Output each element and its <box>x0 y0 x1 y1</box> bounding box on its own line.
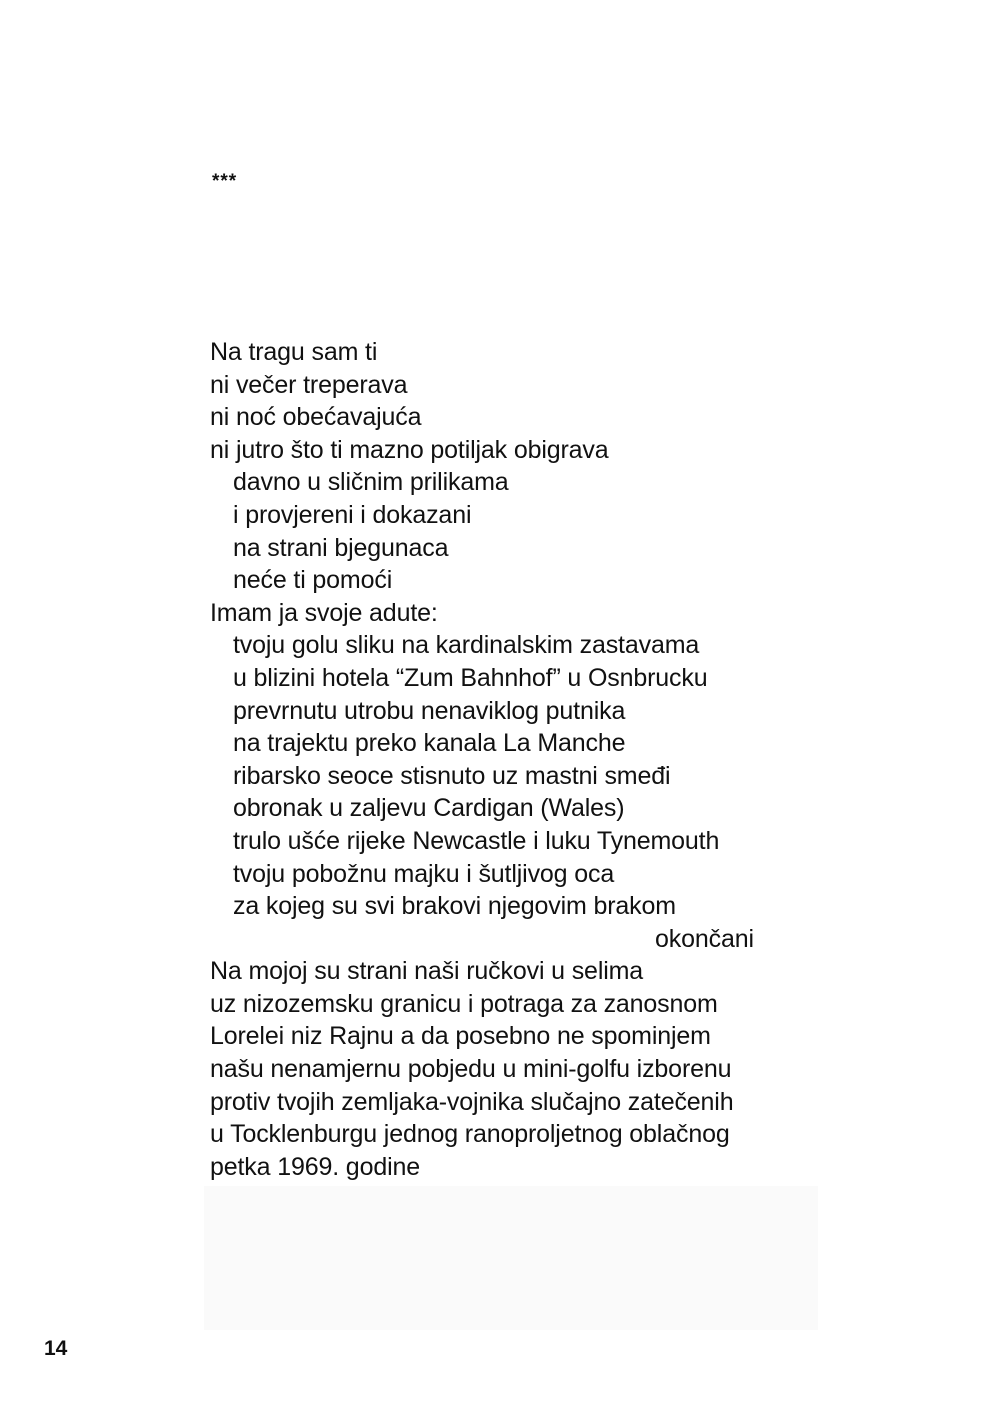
poem-line: u Tocklenburgu jednog ranoproljetnog oblačnog <box>210 1120 730 1149</box>
poem-line: ni jutro što ti mazno potiljak obigrava <box>210 435 609 464</box>
poem-line: Lorelei niz Rajnu a da posebno ne spominjem <box>210 1022 711 1051</box>
poem-line-indented: ribarsko seoce stisnuto uz mastni smeđi <box>233 761 671 790</box>
poem-line-indented: davno u sličnim prilikama <box>233 468 509 497</box>
poem-line: uz nizozemsku granicu i potraga za zanosnom <box>210 989 718 1018</box>
poem-line: Na tragu sam ti <box>210 338 378 366</box>
poem-line-continuation: okončani <box>655 924 754 953</box>
poem-line: petka 1969. godine <box>210 1152 420 1181</box>
poem-line-indented: tvoju pobožnu majku i šutljivog oca <box>233 859 615 888</box>
poem-line-indented: prevrnutu utrobu nenaviklog putnika <box>233 696 626 725</box>
poem-line: Imam ja svoje adute: <box>210 598 438 627</box>
poem-line-indented: i provjereni i dokazani <box>233 500 472 529</box>
poem-line: ni noć obećavajuća <box>210 403 422 432</box>
poem-line: protiv tvojih zemljaka-vojnika slučajno zatečenih <box>210 1087 734 1116</box>
poem-line-indented: obronak u zaljevu Cardigan (Wales) <box>233 794 625 823</box>
poem-line: našu nenamjernu pobjedu u mini-golfu izborenu <box>210 1055 732 1084</box>
poem-line-indented: na trajektu preko kanala La Manche <box>233 729 626 758</box>
poem-line-indented: trulo ušće rijeke Newcastle i luku Tynemouth <box>233 826 720 855</box>
poem <box>210 336 810 1183</box>
poem-line-indented: tvoju golu sliku na kardinalskim zastavama <box>233 631 700 660</box>
scan-shade <box>204 1186 818 1330</box>
poem-line-indented: za kojeg su svi brakovi njegovim brakom <box>233 892 676 921</box>
poem-line: Na mojoj su strani naši ručkovi u selima <box>210 957 644 986</box>
poem-line-indented: neće ti pomoći <box>233 566 393 595</box>
poem-line: ni večer treperava <box>210 370 408 399</box>
poem-line-indented: na strani bjegunaca <box>233 533 449 562</box>
section-mark: *** <box>212 171 238 192</box>
page-number: 14 <box>44 1337 68 1360</box>
poem-line-indented: u blizini hotela “Zum Bahnhof” u Osnbrucku <box>233 663 708 692</box>
